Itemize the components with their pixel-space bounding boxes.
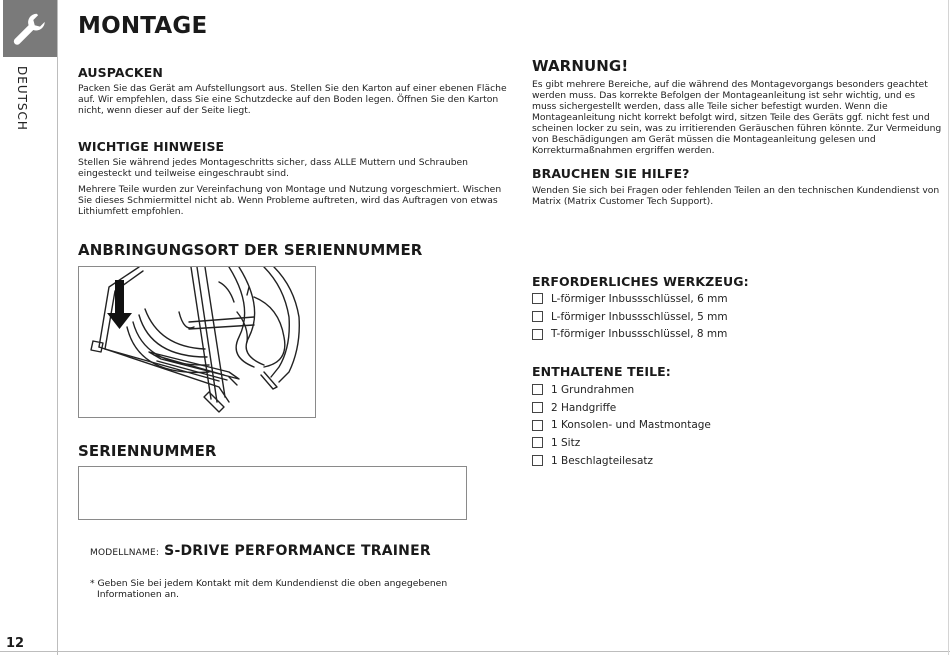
tool-label: L-förmiger Inbussschlüssel, 6 mm (551, 292, 728, 305)
checkbox-icon[interactable] (532, 402, 543, 413)
contact-note (90, 578, 450, 600)
checkbox-icon[interactable] (532, 329, 543, 340)
part-label: 1 Konsolen- und Mastmontage (551, 419, 711, 432)
tools-heading: ERFORDERLICHES WERKZEUG: (532, 274, 749, 289)
tool-label: T-förmiger Inbussschlüssel, 8 mm (551, 328, 728, 341)
list-item[interactable] (532, 399, 711, 417)
checkbox-icon[interactable] (532, 293, 543, 304)
serial-location-heading: ANBRINGUNGSORT DER SERIENNUMMER (78, 241, 423, 259)
unpack-heading: AUSPACKEN (78, 65, 163, 80)
list-item[interactable] (532, 416, 711, 434)
parts-list (532, 381, 711, 469)
list-item[interactable] (532, 452, 711, 470)
contact-note-line-1: * Geben Sie bei jedem Kontakt mit dem Kundendienst die oben angegebenen (90, 578, 448, 589)
contact-note-line-2: Informationen an. (97, 589, 179, 600)
list-item[interactable] (532, 308, 728, 326)
serial-number-heading: SERIENNUMMER (78, 442, 217, 460)
checkbox-icon[interactable] (532, 384, 543, 395)
checkbox-icon[interactable] (532, 420, 543, 431)
tool-label: L-förmiger Inbussschlüssel, 5 mm (551, 310, 728, 323)
language-tab (10, 66, 32, 136)
parts-heading: ENTHALTENE TEILE: (532, 364, 671, 379)
list-item[interactable] (532, 325, 728, 343)
checkbox-icon[interactable] (532, 455, 543, 466)
right-margin-rule (948, 0, 949, 655)
tools-list (532, 290, 728, 343)
trainer-drawing (79, 267, 316, 418)
left-margin-rule (57, 0, 58, 655)
important-text-1: Stellen Sie während jedes Montageschritts sicher, dass ALLE Muttern und Schrauben eingesteckt und teilweise eingeschraubt sind. (78, 157, 468, 179)
list-item[interactable] (532, 290, 728, 308)
wrench-icon (11, 10, 49, 48)
serial-number-field[interactable] (78, 466, 467, 520)
help-heading: BRAUCHEN SIE HILFE? (532, 166, 690, 181)
serial-location-illustration (78, 266, 316, 418)
checkbox-icon[interactable] (532, 311, 543, 322)
list-item[interactable] (532, 434, 711, 452)
checkbox-icon[interactable] (532, 437, 543, 448)
section-icon-box (3, 0, 57, 57)
important-text-2: Mehrere Teile wurden zur Vereinfachung von Montage und Nutzung vorgeschmiert. Wischen Sie dieses Schmiermittel nicht ab. Wenn Probleme auftreten, wird das Auftragen von etwas Lithiumfett empfohlen. (78, 184, 502, 217)
part-label: 1 Beschlagteilesatz (551, 454, 654, 467)
page-number: 12 (6, 636, 25, 651)
bottom-margin-rule (0, 651, 950, 652)
model-name-label: MODELLNAME: (90, 548, 160, 558)
warning-text: Es gibt mehrere Bereiche, auf die während des Montagevorgangs besonders geachtet werden muss. Das korrekte Befolgen der Montageanleitung ist sehr wichtig, und es muss sichergestellt werden, dass alle Teile sicher befestigt wurden. Wenn die Montageanleitung nicht korrekt befolgt wird, sitzen Teile des Geräts ggf. nicht fest und scheinen locker zu sein, was zu irritierenden Geräuschen führen könnte. Zur Vermeidung von Beschädigungen am Gerät müssen die Montageanleitung gelesen und Korrekturmaßnahmen ergriffen werden. (532, 79, 942, 156)
arrow-down-icon (107, 280, 132, 329)
part-label: 1 Grundrahmen (551, 383, 635, 396)
part-label: 2 Handgriffe (551, 401, 617, 414)
unpack-text: Packen Sie das Gerät am Aufstellungsort aus. Stellen Sie den Karton auf einer ebenen Fläche auf. Wir empfehlen, dass Sie eine Schutzdecke auf den Boden legen. Öffnen Sie den Karton nicht, wenn dieser auf der Seite liegt. (78, 83, 507, 116)
model-name-value: S-DRIVE PERFORMANCE TRAINER (164, 543, 431, 559)
list-item[interactable] (532, 381, 711, 399)
help-text: Wenden Sie sich bei Fragen oder fehlenden Teilen an den technischen Kundendienst von Matrix (Matrix Customer Tech Support). (532, 185, 940, 207)
page-title: MONTAGE (78, 13, 208, 39)
part-label: 1 Sitz (551, 436, 581, 449)
model-name-line (90, 540, 431, 559)
warning-heading: WARNUNG! (532, 57, 629, 75)
important-heading: WICHTIGE HINWEISE (78, 139, 225, 154)
language-label: DEUTSCH (15, 66, 29, 131)
